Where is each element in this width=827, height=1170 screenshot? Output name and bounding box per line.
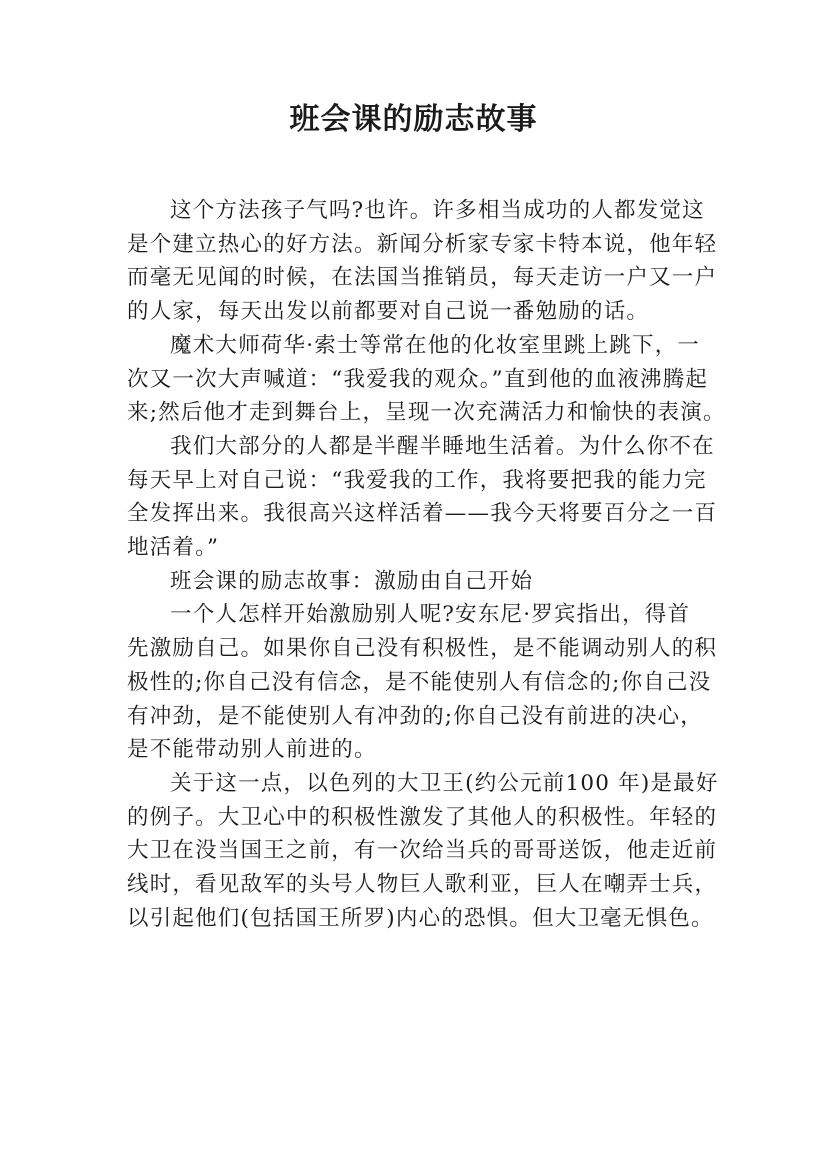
text-line: 的例子。大卫心中的积极性激发了其他人的积极性。年轻的 [127,804,718,830]
text-line: 线时，看见敌军的头号人物巨人歌利亚，巨人在嘲弄士兵， [127,872,718,897]
text-line: 是不能带动别人前进的。 [127,737,377,763]
text-line: 每天早上对自己说：“我爱我的工作，我将要把我的能力完 [127,467,707,493]
text-line: 有冲劲，是不能使别人有冲劲的;你自己没有前进的决心， [127,703,703,729]
text-line: 地活着。” [127,535,220,560]
text-line: 极性的;你自己没有信念，是不能使别人有信念的;你自己没 [127,669,712,695]
text-line: 而毫无见闻的时候，在法国当推销员，每天走访一户又一户 [127,265,718,291]
text-line: 魔术大师荷华·索士等常在他的化妆室里跳上跳下，一 [170,332,701,358]
text-line: 全发挥出来。我很高兴这样活着——我今天将要百分之一百 [127,501,718,527]
text-line: 次又一次大声喊道：“我爱我的观众。”直到他的血液沸腾起 [127,366,709,392]
text-line: 的人家，每天出发以前都要对自己说一番勉励的话。 [127,299,650,325]
text-line: 班会课的励志故事：激励由自己开始 [170,568,534,594]
document-title: 班会课的励志故事 [289,102,538,137]
text-line: 以引起他们(包括国王所罗)内心的恐惧。但大卫毫无惧色。 [127,905,714,931]
text-line: 先激励自己。如果你自己没有积极性，是不能调动别人的积 [127,636,718,662]
text-line: 关于这一点，以色列的大卫王(约公元前100 年)是最好 [170,770,719,796]
text-line: 这个方法孩子气吗?也许。许多相当成功的人都发觉这 [170,198,705,223]
text-line: 一个人怎样开始激励别人呢?安东尼·罗宾指出，得首 [170,602,691,628]
text-line: 来;然后他才走到舞台上，呈现一次充满活力和愉快的表演。 [127,400,726,426]
text-line: 我们大部分的人都是半醒半睡地生活着。为什么你不在 [170,433,715,459]
text-line: 大卫在没当国王之前，有一次给当兵的哥哥送饭，他走近前 [127,838,718,864]
text-line: 是个建立热心的好方法。新闻分析家专家卡特本说，他年轻 [127,231,718,257]
